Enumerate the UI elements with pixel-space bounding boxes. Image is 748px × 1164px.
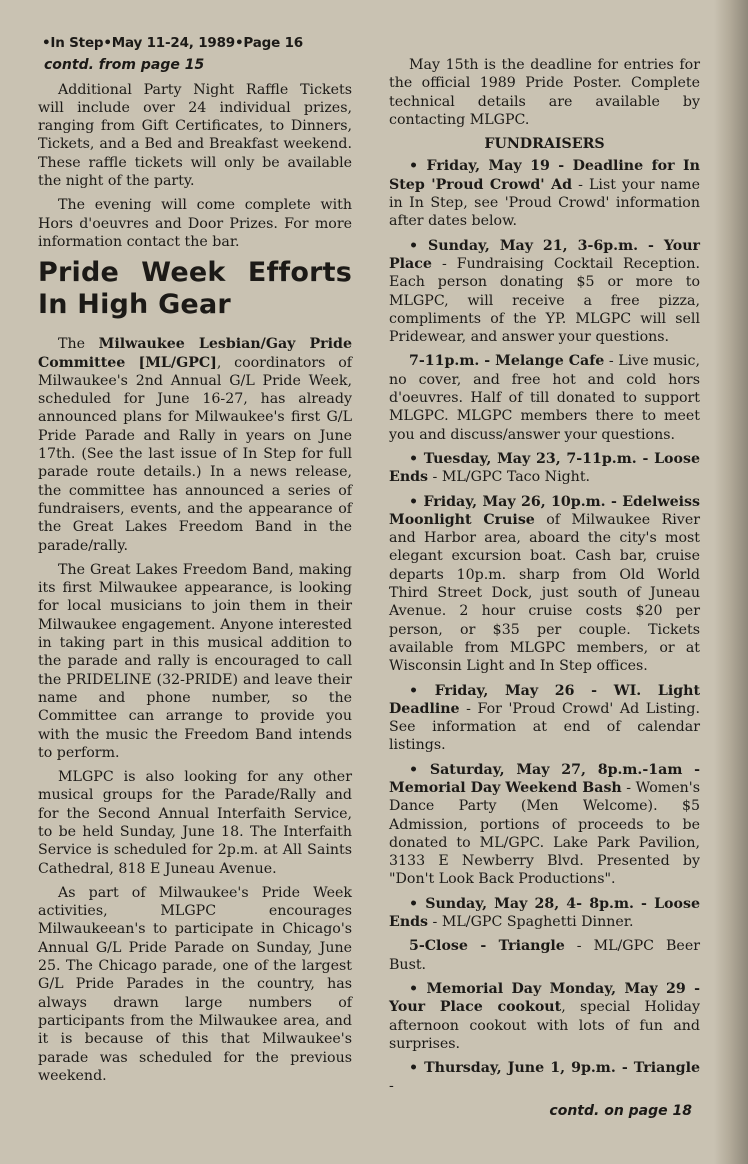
- page-edge-shadow: [714, 0, 748, 1164]
- raffle-paragraph: Additional Party Night Raffle Tickets will include over 24 individual prizes, ranging from Gift Certificates, to Dinners, Tickets, and a Bed and Breakfast weekend. These raffle tickets will only be available the night of the party.: [38, 81, 352, 190]
- running-head: •In Step•May 11-24, 1989•Page 16: [42, 35, 303, 51]
- fundraiser-item: • Sunday, May 21, 3-6p.m. - Your Place - Fundraising Cocktail Reception. Each person donating $5 or more to MLGPC, will receive a free pizza, compliments of the YP. MLGPC will sell Pridewear, and answer your questions.: [389, 237, 700, 346]
- musical-groups-paragraph: MLGPC is also looking for any other musical groups for the Parade/Rally and for the Second Annual Interfaith Service, to be held Sunday, June 18. The Interfaith Service is scheduled for 2p.m. at All Saints Cathedral, 818 E Juneau Avenue.: [38, 769, 352, 877]
- fundraiser-item: • Saturday, May 27, 8p.m.-1am - Memorial Day Weekend Bash - Women's Dance Party (Men Welcome). $5 Admission, portions of proceeds to be donated to ML/GPC. Lake Park Pavilion, 3133 E Newberry Blvd. Presented by "Don't Look Back Productions".: [389, 761, 700, 888]
- fundraiser-item: • Friday, May 26, 10p.m. - Edelweiss Moonlight Cruise of Milwaukee River and Harbor area, aboard the city's most elegant excursion boat. Cash bar, cruise departs 10p.m. sharp from Old World Third Street Dock, just south of Juneau Avenue. 2 hour cruise costs $20 per person, or $35 per couple. Tickets available from MLGPC members, or at Wisconsin Light and In Step offices.: [389, 493, 700, 675]
- evening-paragraph: The evening will come complete with Hors d'oeuvres and Door Prizes. For more information contact the bar.: [38, 197, 352, 250]
- continued-from: contd. from page 15: [44, 57, 205, 74]
- fundraisers-title: FUNDRAISERS: [484, 136, 605, 153]
- chicago-parade-paragraph: As part of Milwaukee's Pride Week activities, MLGPC encourages Milwaukeean's to participate in Chicago's Annual G/L Pride Parade on Sunday, June 25. The Chicago parade, one of the largest G/L Pride Parades in the country, has always drawn large numbers of participants from the Milwaukee area, and it is because of this that Milwaukee's parade was scheduled for the previous weekend.: [38, 884, 352, 1084]
- fundraiser-item: • Friday, May 26 - WI. Light Deadline - For 'Proud Crowd' Ad Listing. See information at end of calendar listings.: [389, 682, 700, 754]
- fundraiser-item: • Friday, May 19 - Deadline for In Step 'Proud Crowd' Ad - List your name in In Step, see 'Proud Crowd' information after dates below.: [389, 158, 700, 230]
- committee-paragraph: The Milwaukee Lesbian/Gay Pride Committee [ML/GPC], coordinators of Milwaukee's 2nd Annual G/L Pride Week, scheduled for June 16-27, has already announced plans for Milwaukee's first G/L Pride Parade and Rally in years on June 17th. (See the last issue of In Step for full parade route details.) In a news release, the committee has announced a series of fundraisers, events, and the appearance of the Great Lakes Freedom Band in the parade/rally.: [38, 336, 352, 554]
- freedom-band-paragraph: The Great Lakes Freedom Band, making its first Milwaukee appearance, is looking for local musicians to join them in their Milwaukee engagement. Anyone interested in taking part in this musical addition to the parade and rally is encouraged to call the PRIDELINE (32-PRIDE) and leave their name and phone number, so the Committee can arrange to provide you with the music the Freedom Band intends to perform.: [38, 561, 352, 761]
- fundraiser-item: • Sunday, May 28, 4- 8p.m. - Loose Ends - ML/GPC Spaghetti Dinner.: [389, 895, 700, 931]
- fundraiser-item: • Thursday, June 1, 9p.m. - Triangle -: [389, 1060, 700, 1095]
- continued-to: contd. on page 18: [549, 1102, 692, 1119]
- poster-deadline-paragraph: May 15th is the deadline for entries for the official 1989 Pride Poster. Complete technical details are available by contacting MLGPC.: [389, 57, 700, 128]
- fundraiser-item: • Memorial Day Monday, May 29 - Your Place cookout, special Holiday afternoon cookout with lots of fun and surprises.: [389, 980, 701, 1052]
- fundraiser-item: 5-Close - Triangle - ML/GPC Beer Bust.: [389, 938, 700, 973]
- article-headline: Pride Week Efforts In High Gear: [38, 257, 352, 321]
- fundraiser-item: • Tuesday, May 23, 7-11p.m. - Loose Ends - ML/GPC Taco Night.: [389, 450, 700, 486]
- left-column: [38, 34, 352, 1091]
- right-column: [389, 34, 700, 1120]
- fundraiser-item: 7-11p.m. - Melange Cafe - Live music, no cover, and free hot and cold hors d'oeuvres. Half of till donated to support MLGPC. MLGPC members there to meet you and discuss/answer your questions.: [389, 353, 700, 443]
- fundraiser-list: [389, 157, 700, 1095]
